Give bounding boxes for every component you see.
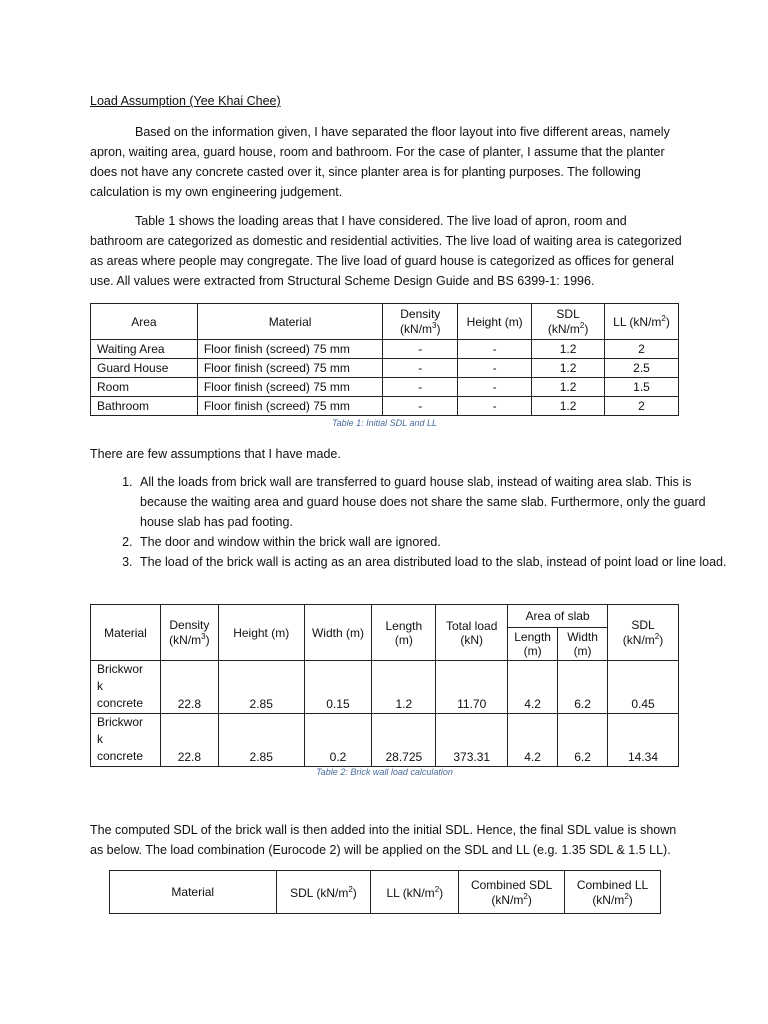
cell-density: 22.8 — [160, 661, 218, 714]
cell-material: Floor finish (screed) 75 mm — [197, 340, 383, 359]
table-final-sdl — [109, 870, 661, 914]
cell-slab-length: 4.2 — [508, 714, 558, 767]
table1-paragraph — [90, 211, 682, 291]
cell-height: - — [458, 378, 532, 397]
intro-paragraph — [90, 122, 682, 202]
table-row — [91, 397, 679, 416]
cell-area: Bathroom — [91, 397, 198, 416]
page-heading: Load Assumption (Yee Khai Chee) — [90, 94, 281, 108]
table2-header-row — [91, 605, 679, 628]
cell-area: Waiting Area — [91, 340, 198, 359]
table3-header-ll: LL $(kN/m^2)$ — [371, 871, 459, 914]
cell-sdl: 1.2 — [532, 359, 605, 378]
assumptions-intro: There are few assumptions that I have made. — [90, 447, 341, 461]
cell-total-load: 373.31 — [436, 714, 508, 767]
table-initial-sdl-ll — [90, 303, 679, 416]
table1-description: Table 1 shows the loading areas that I have considered. The live load of apron, room and bathroom are categorized as domestic and residential activities. The live load of waiting area is categorized as areas where people may congregate. The live load of guard house is categorized as offices for general use. All values were extracted from Structural Scheme Design Guide and BS 6399-1: 1996. — [90, 214, 682, 288]
cell-ll: 1.5 — [605, 378, 679, 397]
cell-height: - — [458, 340, 532, 359]
cell-material: Floor finish (screed) 75 mm — [197, 378, 383, 397]
table2-header-area-of-slab: Area of slab — [508, 605, 608, 628]
table1-header-height: Height (m) — [458, 304, 532, 340]
list-item: 2. The door and window within the brick wall are ignored. — [136, 532, 728, 552]
cell-slab-width: 6.2 — [558, 714, 608, 767]
cell-total-load: 11.70 — [436, 661, 508, 714]
table2-header-length: Length (m) — [372, 605, 436, 661]
cell-ll: 2 — [605, 340, 679, 359]
cell-area: Guard House — [91, 359, 198, 378]
cell-sdl: 1.2 — [532, 378, 605, 397]
list-item: 1. All the loads from brick wall are transferred to guard house slab, instead of waiting area slab. This is because the waiting area and guard house does not share the same slab. Furthermore, only the guard house slab has pad footing. — [136, 472, 728, 532]
cell-sdl: 1.2 — [532, 340, 605, 359]
table2-header-total-load: Total load (kN) — [436, 605, 508, 661]
table1-caption: Table 1: Initial SDL and LL — [331, 418, 438, 428]
table3-header-combined-ll: Combined LL $(kN/m^2)$ — [565, 871, 661, 914]
cell-width: 0.2 — [304, 714, 372, 767]
cell-density: 22.8 — [160, 714, 218, 767]
table3-header-sdl: SDL $(kN/m^2)$ — [276, 871, 371, 914]
table2-header-height: Height (m) — [218, 605, 304, 661]
table-row — [91, 661, 679, 714]
cell-length: 1.2 — [372, 661, 436, 714]
cell-length: 28.725 — [372, 714, 436, 767]
cell-density: - — [383, 340, 458, 359]
cell-material: Brickwor k concrete — [91, 714, 161, 767]
table1-header-material: Material — [197, 304, 383, 340]
cell-sdl: 14.34 — [608, 714, 679, 767]
cell-density: - — [383, 397, 458, 416]
cell-height: - — [458, 359, 532, 378]
cell-slab-length: 4.2 — [508, 661, 558, 714]
table-brick-wall-load — [90, 604, 679, 767]
table3-header-combined-sdl: Combined SDL $(kN/m^2)$ — [459, 871, 565, 914]
cell-material: Brickwor k concrete — [91, 661, 161, 714]
cell-sdl: 1.2 — [532, 397, 605, 416]
table1-header-sdl: SDL $(kN/m^2)$ — [532, 304, 605, 340]
cell-density: - — [383, 378, 458, 397]
table1-header-density: Density $(kN/m^3)$ — [383, 304, 458, 340]
table-row — [91, 378, 679, 397]
cell-width: 0.15 — [304, 661, 372, 714]
cell-height: - — [458, 397, 532, 416]
table-row — [91, 359, 679, 378]
cell-area: Room — [91, 378, 198, 397]
table2-header-width: Width (m) — [304, 605, 372, 661]
table3-header-material: Material — [110, 871, 277, 914]
table2-header-slab-width: Width (m) — [558, 628, 608, 661]
cell-slab-width: 6.2 — [558, 661, 608, 714]
table2-header-sdl: SDL $(kN/m^2)$ — [608, 605, 679, 661]
assumptions-list — [90, 472, 728, 572]
intro-text: Based on the information given, I have separated the floor layout into five different areas, namely apron, waiting area, guard house, room and bathroom. For the case of planter, I assume that the planter does not have any concrete casted over it, since planter area is for planting purposes. The following calculation is my own engineering judgement. — [90, 125, 670, 199]
table-row — [91, 340, 679, 359]
cell-material: Floor finish (screed) 75 mm — [197, 359, 383, 378]
table-row — [91, 714, 679, 767]
table2-caption: Table 2: Brick wall load calculation — [316, 767, 453, 777]
table3-header-row — [110, 871, 661, 914]
cell-material: Floor finish (screed) 75 mm — [197, 397, 383, 416]
cell-ll: 2.5 — [605, 359, 679, 378]
table2-header-slab-length: Length (m) — [508, 628, 558, 661]
table1-header-ll: LL $(kN/m^2)$ — [605, 304, 679, 340]
cell-height: 2.85 — [218, 661, 304, 714]
cell-ll: 2 — [605, 397, 679, 416]
cell-density: - — [383, 359, 458, 378]
cell-height: 2.85 — [218, 714, 304, 767]
table2-header-material: Material — [91, 605, 161, 661]
table1-header-row — [91, 304, 679, 340]
cell-sdl: 0.45 — [608, 661, 679, 714]
table1-header-area: Area — [91, 304, 198, 340]
final-sdl-paragraph: The computed SDL of the brick wall is then added into the initial SDL. Hence, the final SDL value is shown as below. The load combination (Eurocode 2) will be applied on the SDL and LL (e.g. 1.35 SDL & 1.5 LL). — [90, 823, 677, 857]
list-item: 3. The load of the brick wall is acting as an area distributed load to the slab, instead of point load or line load. — [136, 552, 728, 572]
table2-header-density: Density $(kN/m^3)$ — [160, 605, 218, 661]
